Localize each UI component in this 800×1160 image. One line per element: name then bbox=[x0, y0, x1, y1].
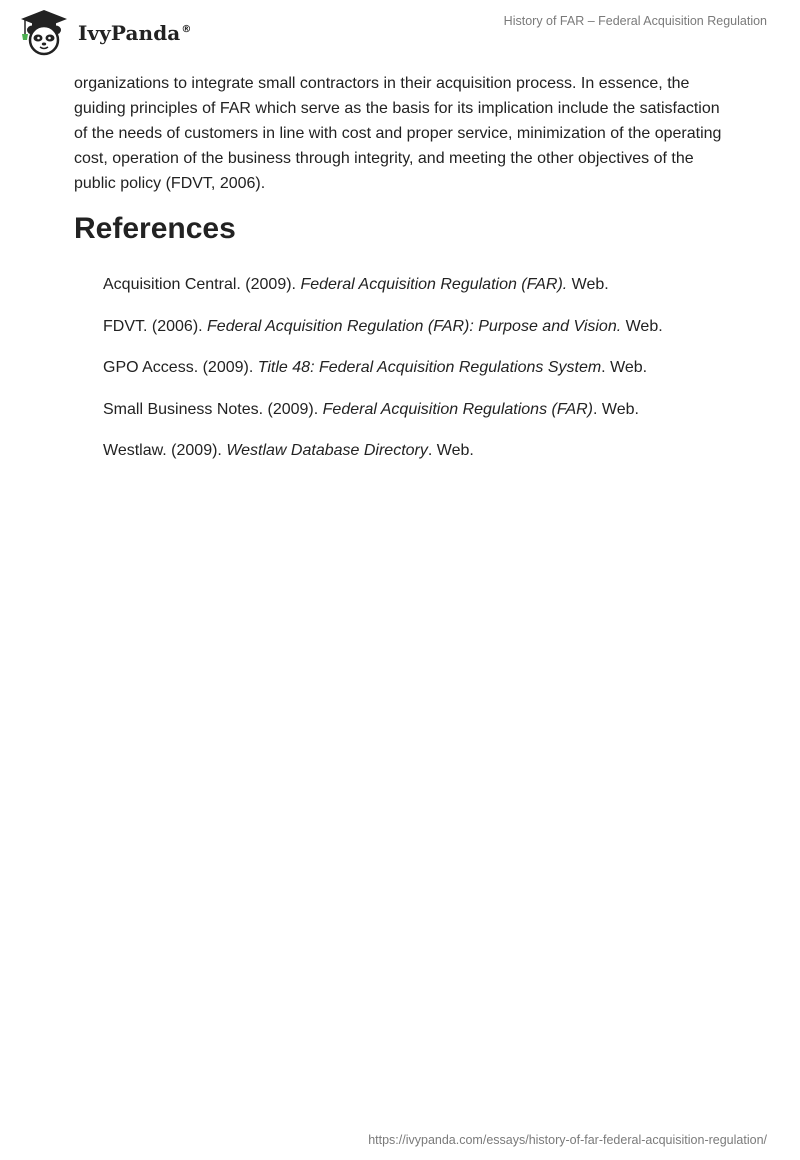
reference-item bbox=[103, 273, 763, 297]
reference-author: Acquisition Central. (2009). bbox=[103, 276, 301, 293]
reference-item bbox=[103, 439, 763, 463]
references-list bbox=[103, 273, 763, 481]
reference-author: GPO Access. (2009). bbox=[103, 359, 258, 376]
reference-title: Federal Acquisition Regulation (FAR): Purpose and Vision. bbox=[207, 317, 622, 335]
source-url-link[interactable]: https://ivypanda.com/essays/history-of-far-federal-acquisition-regulation/ bbox=[368, 1133, 767, 1147]
registered-mark: ® bbox=[181, 24, 192, 36]
reference-author: Westlaw. (2009). bbox=[103, 442, 227, 459]
reference-title: Westlaw Database Directory bbox=[226, 442, 428, 459]
reference-suffix: . Web. bbox=[593, 400, 639, 418]
reference-suffix: . Web. bbox=[427, 442, 474, 459]
reference-author: FDVT. (2006). bbox=[103, 317, 208, 335]
reference-title: Title 48: Federal Acquisition Regulations System bbox=[257, 359, 602, 376]
reference-suffix: Web. bbox=[621, 317, 663, 335]
body-paragraph: organizations to integrate small contractors in their acquisition process. In essence, the guiding principles of FAR which serve as the basis for its implication include the satisfaction of the needs of customers in line with cost and proper service, minimization of the operating cost, operation of the business through integrity, and meeting the other objectives of the public policy (FDVT, 2006). bbox=[74, 75, 722, 192]
reference-item bbox=[103, 356, 763, 380]
reference-title: Federal Acquisition Regulations (FAR) bbox=[322, 400, 593, 418]
references-heading: References bbox=[74, 212, 236, 245]
reference-author: Small Business Notes. (2009). bbox=[103, 400, 323, 418]
ivypanda-logo[interactable] bbox=[15, 8, 191, 56]
panda-graduate-icon bbox=[15, 8, 73, 56]
brand-name: IvyPanda® bbox=[78, 21, 192, 45]
reference-suffix: Web. bbox=[567, 276, 609, 293]
running-title: History of FAR – Federal Acquisition Regulation bbox=[503, 14, 767, 28]
reference-item bbox=[103, 398, 763, 422]
reference-title: Federal Acquisition Regulation (FAR). bbox=[300, 276, 568, 293]
reference-item bbox=[103, 315, 763, 339]
reference-suffix: . Web. bbox=[601, 359, 648, 376]
